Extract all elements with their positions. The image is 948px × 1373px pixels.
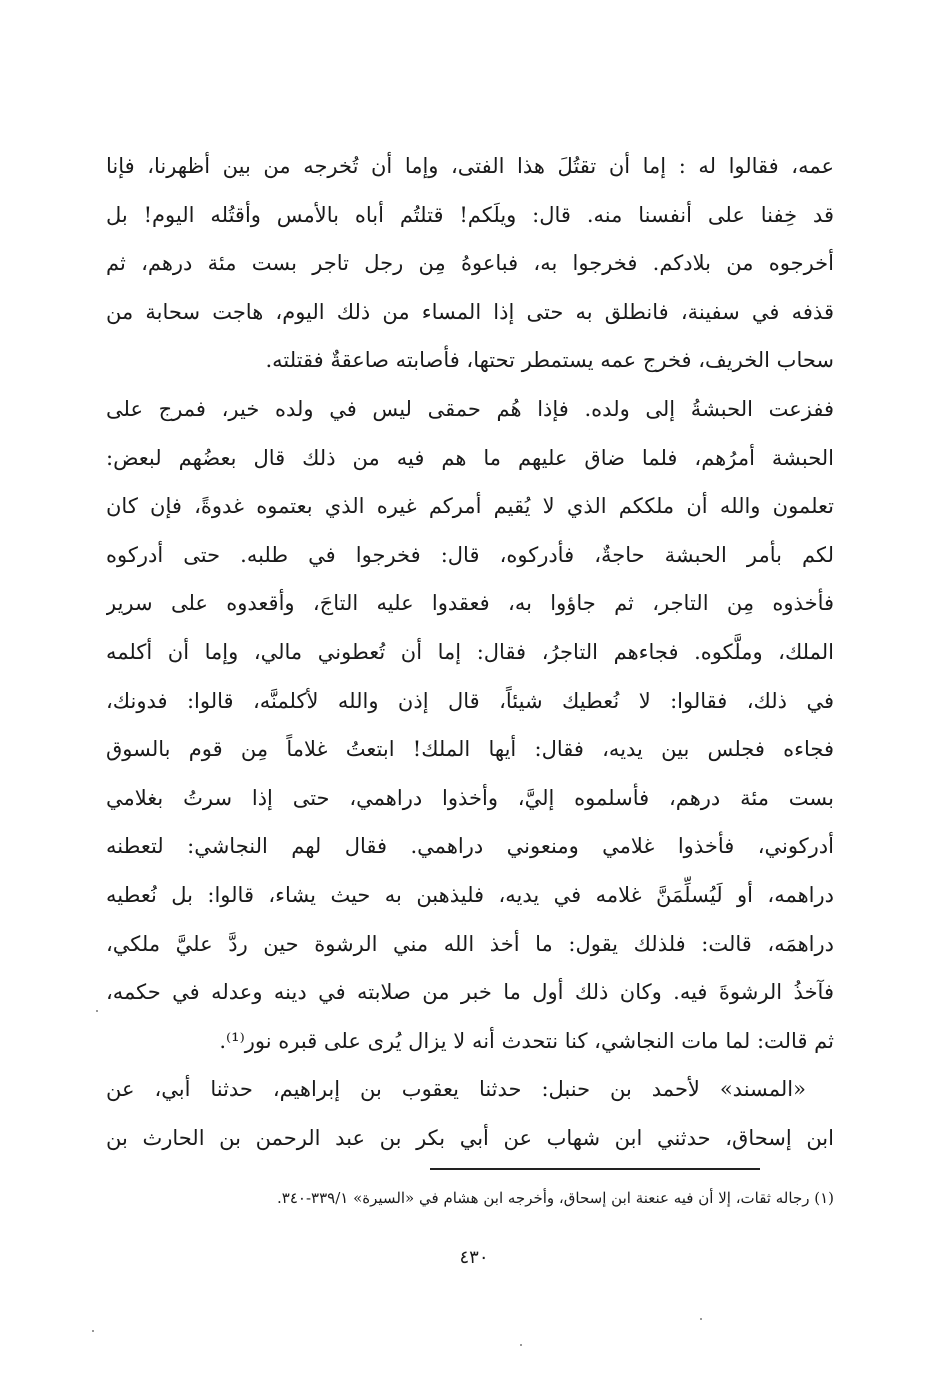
text-line: ففزعت الحبشةُ إلى ولده. فإذا هُم حمقى ليس في ولده خير، فمرج على	[106, 396, 834, 421]
text-line: دراهمَه، قالت: فلذلك يقول: ما أخذ الله مني الرشوة حين ردَّ عليَّ ملكي،	[106, 931, 834, 956]
footnote-separator	[430, 1168, 760, 1170]
text-line: عمه، فقالوا له : إما أن تقتُلَ هذا الفتى، وإما أن تُخرجه من بين أظهرنا، فإنا	[106, 154, 834, 178]
text-line: ابن إسحاق، حدثني ابن شهاب عن أبي بكر بن عبد الرحمن بن الحارث بن	[106, 1125, 834, 1150]
text-line: فأخذوه مِن التاجر، ثم جاؤوا به، فعقدوا عليه التاجَ، وأقعدوه على سرير	[106, 591, 834, 616]
text-line: سحاب الخريف، فخرج عمه يستمطر تحتها، فأصابته صاعقةٌ فقتلته.	[265, 348, 834, 373]
footnote: (١) رجاله ثقات، إلا أن فيه عنعنة ابن إسحاق، وأخرجه ابن هشام في «السيرة» ٣٣٩/١-٣٤٠.	[277, 1189, 834, 1207]
page-number: ٤٣٠	[459, 1247, 489, 1268]
scan-speck	[700, 1318, 702, 1320]
text-line: أخرجوه من بلادكم. فخرجوا به، فباعوهُ مِن رجل تاجر بست مئة درهم، ثم	[106, 251, 834, 276]
text-line: الملك، وملَّكوه. فجاءهم التاجرُ، فقال: إما أن تُعطوني مالي، وإما أن أكلمه	[106, 639, 834, 664]
text-line: ثم قالت: لما مات النجاشي، كنا نتحدث أنه لا يزال يُرى على قبره نور⁽¹⁾.	[219, 1028, 834, 1053]
text-line: تعلمون والله أن ملككم الذي لا يُقيم أمركم غيره الذي بعتموه غدوةً، فإن كان	[106, 494, 834, 519]
text-line: فآخذُ الرشوةَ فيه. وكان ذلك أول ما خبر من صلابته في دينه وعدله في حكمه،	[106, 980, 834, 1005]
text-line: أدركوني، فأخذوا غلامي ومنعوني دراهمي. فقال لهم النجاشي: لتعطنه	[106, 834, 834, 859]
text-line: الحبشة أمرُهم، فلما ضاق عليهم ما هم فيه من ذلك قال بعضُهم لبعض:	[106, 445, 834, 470]
text-line: قد خِفنا على أنفسنا منه. قال: ويلَكم! قتلتُم أباه بالأمس وأقتُله اليوم! بل	[106, 202, 834, 227]
body-text	[106, 142, 834, 1162]
scan-speck	[96, 1010, 98, 1012]
text-line: قذفه في سفينة، فانطلق به حتى إذا المساء من ذلك اليوم، هاجت سحابة من	[106, 299, 834, 324]
text-line: في ذلك، فقالوا: لا نُعطيك شيئاً، قال إذن والله لأكلمنَّه، قالوا: فدونك،	[106, 688, 834, 713]
scan-speck	[520, 1344, 522, 1346]
text-line: «المسند» لأحمد بن حنبل: حدثنا يعقوب بن إبراهيم، حدثنا أبي، عن	[106, 1077, 806, 1102]
text-line: لكم بأمر الحبشة حاجةٌ، فأدركوه، قال: فخرجوا في طلبه. حتى أدركوه	[106, 542, 834, 567]
scan-speck	[92, 1330, 94, 1332]
text-line: دراهمه، أو لَيُسلِّمَنَّ غلامه في يديه، فليذهبن به حيث يشاء، قالوا: بل نُعطيه	[106, 882, 834, 907]
text-line: فجاءه فجلس بين يديه، فقال: أيها الملك! ابتعتُ غلاماً مِن قوم بالسوق	[106, 737, 834, 762]
text-line: بست مئة درهم، فأسلموه إليَّ، وأخذوا دراهمي، حتى إذا سرتُ بغلامي	[106, 785, 834, 810]
